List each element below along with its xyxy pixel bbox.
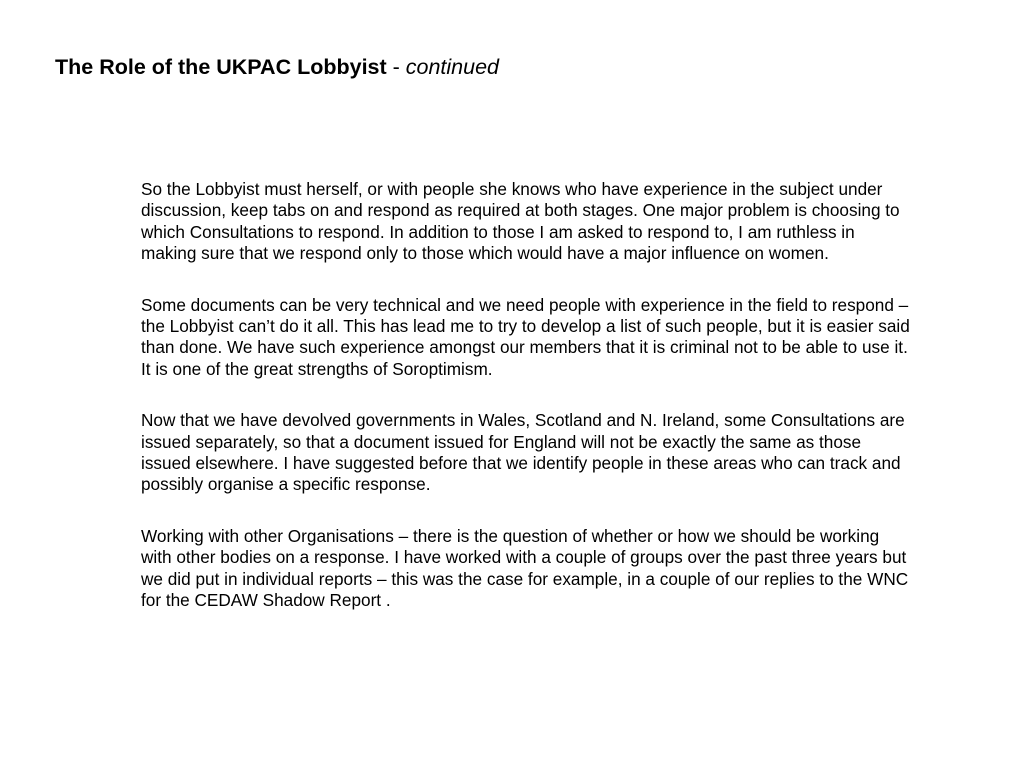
slide-title-main: The Role of the UKPAC Lobbyist <box>55 55 387 79</box>
paragraph-stages: So the Lobbyist must herself, or with people she knows who have experience in the subject under discussion, keep tabs on and respond as required at both stages. One major problem is choosing to which Consultations to respond. In addition to those I am asked to respond to, I am ruthless in making sure that we respond only to those which would have a major influence on women. <box>141 179 900 264</box>
paragraph-technical-documents: Some documents can be very technical and we need people with experience in the field to respond – the Lobbyist can’t do it all. This has lead me to try to develop a list of such people, but it is easier said than done. We have such experience amongst our members that it is criminal not to be able to use it. It is one of the great strengths of Soroptimism. <box>141 294 910 379</box>
slide-body <box>141 179 911 642</box>
slide-title <box>55 53 499 81</box>
slide-title-subtitle: continued <box>405 55 500 79</box>
paragraph-devolved-governments: Now that we have devolved governments in Wales, Scotland and N. Ireland, some Consultations are issued separately, so that a document issued for England will not be exactly the same as those issued elsewhere. I have suggested before that we identify people in these areas who can track and possibly organise a specific response. <box>141 410 905 495</box>
slide-title-separator: - <box>386 55 406 79</box>
paragraph-other-organisations: Working with other Organisations – there is the question of whether or how we should be working with other bodies on a response. I have worked with a couple of groups over the past three years but we did put in individual reports – this was the case for example, in a couple of our replies to the WNC for the CEDAW Shadow Report . <box>141 525 909 611</box>
